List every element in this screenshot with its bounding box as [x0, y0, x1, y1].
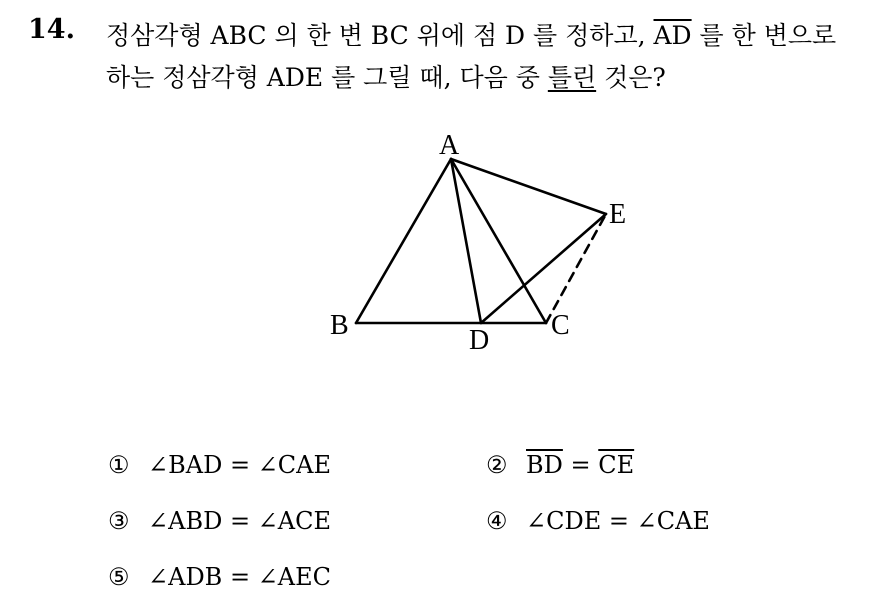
segment-ae — [451, 159, 606, 214]
segment-ad: $\overline{AD}$ — [653, 21, 692, 50]
option-1[interactable] — [108, 451, 331, 479]
question-text-part: 를 한 변으로 — [691, 21, 837, 50]
label-e: E — [609, 199, 627, 230]
option-4[interactable] — [486, 507, 710, 535]
question-number: 14. — [28, 14, 75, 45]
equals-sign: = — [562, 451, 599, 479]
segment-ce: $\overline{CE}$ — [598, 451, 635, 479]
option-number: ⑤ — [108, 563, 130, 591]
option-3[interactable] — [108, 507, 331, 535]
option-number: ③ — [108, 507, 130, 535]
option-number: ② — [486, 451, 508, 479]
segment-ab — [356, 159, 451, 323]
option-5[interactable] — [108, 563, 331, 591]
question-text-part: 정삼각형 ABC 의 한 변 BC 위에 점 D 를 정하고, — [106, 21, 654, 50]
question-text-part: 것은? — [596, 63, 666, 92]
label-a: A — [439, 130, 460, 161]
label-b: B — [330, 310, 349, 341]
label-c: C — [551, 310, 570, 341]
segment-ce-dashed — [546, 214, 606, 323]
segment-bd: $\overline{BD}$ — [526, 451, 563, 479]
label-d: D — [469, 325, 490, 356]
segment-de — [481, 214, 606, 323]
option-2[interactable] — [486, 451, 634, 479]
question-text-part: 하는 정삼각형 ADE 를 그릴 때, 다음 중 — [106, 63, 548, 92]
option-number: ④ — [486, 507, 508, 535]
option-text: ∠BAD = ∠CAE — [148, 451, 332, 479]
option-text: ∠ADB = ∠AEC — [148, 563, 332, 591]
emphasis-wrong: 틀린 — [547, 63, 597, 92]
option-text: ∠ABD = ∠ACE — [148, 507, 332, 535]
option-text: ∠CDE = ∠CAE — [526, 507, 710, 535]
option-number: ① — [108, 451, 130, 479]
